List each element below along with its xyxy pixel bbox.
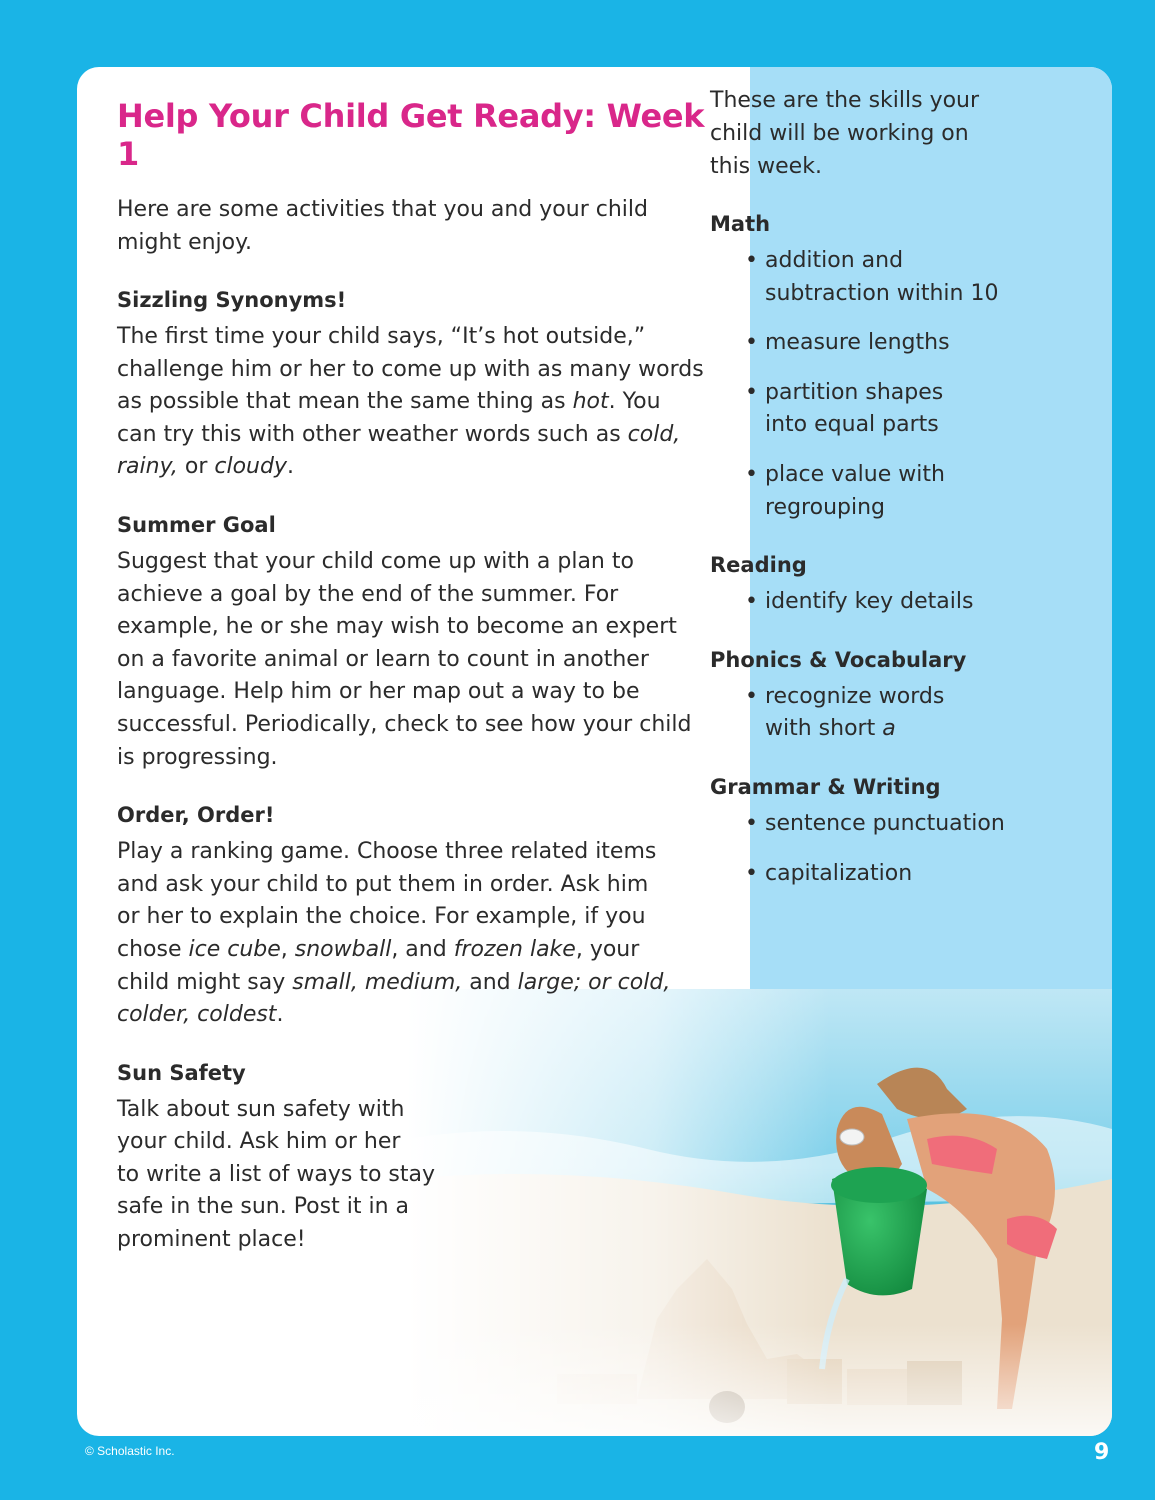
text-segment: , your <box>575 936 640 962</box>
text-segment: example, he or she may wish to become an expert <box>117 614 677 640</box>
italic-text: cold, <box>627 421 681 447</box>
activity-body <box>117 546 717 774</box>
skill-group <box>710 550 1020 619</box>
activity-section <box>117 1058 717 1257</box>
text-segment: prominent place! <box>117 1227 306 1253</box>
skill-list <box>710 808 1020 890</box>
skill-list <box>710 681 1020 746</box>
text-segment: place value with <box>765 461 945 487</box>
text-segment: identify key details <box>765 589 974 615</box>
text-segment: your child. Ask him or her <box>117 1129 401 1155</box>
sidebar-intro-line: child will be working on <box>710 121 969 146</box>
text-segment: safe in the sun. Post it in a <box>117 1194 409 1220</box>
activity-body <box>117 321 717 484</box>
skill-item <box>710 586 1020 619</box>
text-segment: , <box>280 936 295 962</box>
text-segment: Play a ranking game. Choose three related items <box>117 839 657 865</box>
italic-text: ice cube <box>188 936 281 962</box>
text-segment: measure lengths <box>765 330 950 356</box>
text-segment: successful. Periodically, check to see how your child <box>117 711 692 737</box>
text-segment: chose <box>117 936 189 962</box>
page-title: Help Your Child Get Ready: Week 1 <box>117 97 705 173</box>
activities-column <box>117 97 717 1257</box>
skill-group <box>710 772 1020 890</box>
activity-body <box>117 836 717 1032</box>
text-segment: regrouping <box>765 494 886 520</box>
text-segment: into equal parts <box>765 412 939 438</box>
text-segment: . You <box>608 389 661 415</box>
sidebar-intro <box>710 84 1020 183</box>
sidebar-intro-line: These are the skills your <box>710 88 980 113</box>
text-segment: recognize words <box>765 683 945 709</box>
text-segment: with short <box>765 716 883 742</box>
skill-groups <box>710 209 1020 890</box>
skill-item <box>710 681 1020 746</box>
text-segment: is progressing. <box>117 744 278 770</box>
skill-list <box>710 586 1020 619</box>
skill-list <box>710 245 1020 524</box>
text-segment: partition shapes <box>765 379 944 405</box>
text-segment: achieve a goal by the end of the summer. For <box>117 581 619 607</box>
activity-title: Sizzling Synonyms! <box>117 288 347 312</box>
skills-sidebar <box>710 84 1020 890</box>
activity-section <box>117 800 717 1032</box>
text-segment: sentence punctuation <box>765 810 1005 836</box>
intro-line: Here are some activities that you and your child <box>117 197 648 222</box>
italic-text: hot <box>572 389 609 415</box>
page-number: 9 <box>1094 1440 1110 1465</box>
text-segment: capitalization <box>765 860 913 886</box>
italic-text: frozen lake <box>453 936 576 962</box>
text-segment: and ask your child to put them in order. Ask him <box>117 871 649 897</box>
skill-group <box>710 645 1020 746</box>
italic-text: colder, coldest <box>117 1002 277 1028</box>
italic-text: large; or cold, <box>517 969 671 995</box>
sidebar-intro-line: this week. <box>710 154 822 179</box>
text-segment: on a favorite animal or learn to count in another <box>117 646 649 672</box>
skill-item <box>710 327 1020 360</box>
skill-group <box>710 209 1020 524</box>
text-segment: or <box>177 454 215 480</box>
skill-item <box>710 808 1020 841</box>
text-segment: can try this with other weather words such as <box>117 421 628 447</box>
skill-item <box>710 858 1020 891</box>
skill-group-heading: Phonics & Vocabulary <box>710 647 967 672</box>
text-segment: Talk about sun safety with <box>117 1096 405 1122</box>
activity-section <box>117 285 717 484</box>
skill-item <box>710 245 1020 310</box>
text-segment: , and <box>391 936 454 962</box>
activity-section <box>117 510 717 774</box>
text-segment: . <box>287 454 294 480</box>
activity-title: Order, Order! <box>117 803 275 828</box>
italic-text: snowball <box>294 936 392 962</box>
text-segment: as possible that mean the same thing as <box>117 389 573 415</box>
intro-text <box>117 193 717 259</box>
italic-text: rainy, <box>117 454 178 480</box>
text-segment: and <box>462 969 518 995</box>
activity-title: Summer Goal <box>117 512 276 537</box>
activity-body <box>117 1094 447 1257</box>
italic-text: cloudy <box>214 454 287 480</box>
intro-line: might enjoy. <box>117 230 252 255</box>
text-segment: to write a list of ways to stay <box>117 1161 435 1187</box>
text-segment: challenge him or her to come up with as many words <box>117 356 704 382</box>
skill-group-heading: Math <box>710 212 771 236</box>
text-segment: child might say <box>117 969 293 995</box>
skill-item <box>710 377 1020 442</box>
italic-text: small, medium, <box>292 969 463 995</box>
text-segment: The first time your child says, “It’s hot outside,” <box>117 324 646 349</box>
activities-list <box>117 285 717 1257</box>
copyright-notice: © Scholastic Inc. <box>85 1444 175 1458</box>
text-segment: subtraction within 10 <box>765 280 999 306</box>
text-segment: Suggest that your child come up with a plan to <box>117 548 634 574</box>
skill-group-heading: Grammar & Writing <box>710 774 941 799</box>
text-segment: addition and <box>765 248 904 273</box>
activity-title: Sun Safety <box>117 1060 246 1085</box>
text-segment: language. Help him or her map out a way to be <box>117 679 640 705</box>
text-segment: . <box>276 1002 284 1028</box>
italic-text: a <box>882 716 896 742</box>
skill-group-heading: Reading <box>710 553 807 578</box>
text-segment: or her to explain the choice. For example, if you <box>117 904 646 930</box>
skill-item <box>710 459 1020 524</box>
